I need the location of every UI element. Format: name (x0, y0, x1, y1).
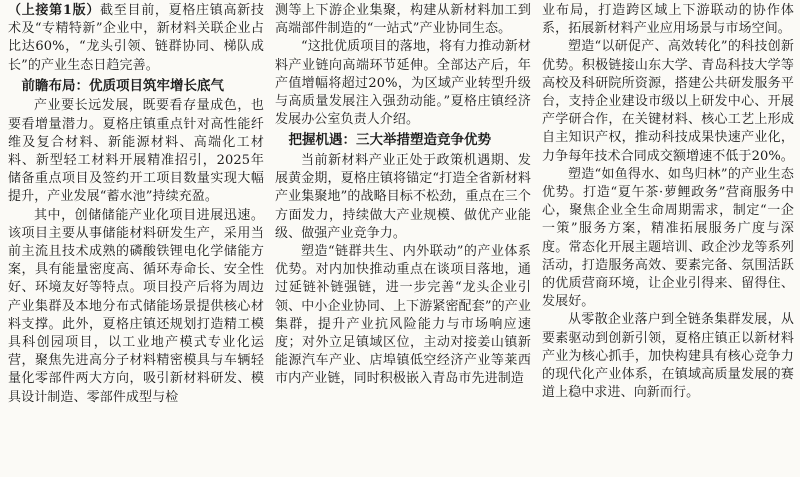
paragraph: 其中，创储储能产业化项目进展迅速。该项目主要从事储能材料研发生产，采用当前主流且技术成熟的磷酸铁锂电化学储能方案，具有能量密度高、循环寿命长、安全性好、环境友好等特点。项目投产后将为周边产业集群及本地分布式储能场景提供核心材料支撑。此外，夏格庄镇还规划打造精工模具科创园项目，以工业地产模式专业化运营，聚焦先进高分子材料精密模具与车辆轻量化零部件两大方向，吸引新材料研发、模具设计制造、零部件成型与检 (8, 207, 264, 405)
column-3 (542, 2, 794, 477)
paragraph: 塑造“以研促产、高效转化”的科技创新优势。积极链接山东大学、青岛科技大学等高校及科研院所资源，搭建公共研发服务平台，支持企业建设市级以上研发中心、开展产学研合作，在关键材料、核心工艺上形成自主知识产权，推动科技成果快速产业化，力争每年技术合同成交额增速不低于20%。 (542, 39, 794, 164)
column-2 (275, 2, 531, 477)
paragraph: 塑造“链群共生、内外联动”的产业体系优势。对内加快推动重点在谈项目落地，通过延链补链强链，进一步完善“龙头企业引领、中小企业协同、上下游紧密配套”的产业集群，提升产业抗风险能力与市场响应速度；对外立足镇域区位，主动对接姜山镇新能源汽车产业、店埠镇低空经济产业等莱西市内产业链，同时积极嵌入青岛市先进制造 (275, 243, 531, 387)
paragraph: 塑造“如鱼得水、如鸟归林”的产业生态优势。打造“夏午茶·萝鲤政务”营商服务中心，聚焦企业全生命周期需求，制定“一企一策”服务方案，精准拓展服务广度与深度。常态化开展主题培训、政企沙龙等系列活动，打造服务高效、要素完备、氛围活跃的优质营商环境，让企业引得来、留得住、发展好。 (542, 166, 794, 310)
paragraph: 测等上下游企业集聚，构建从新材料加工到高端部件制造的“一站式”产业协同生态。 (275, 3, 531, 37)
section-heading-2: 把握机遇：三大举措塑造竞争优势 (288, 132, 491, 149)
paragraph-text: 截至目前，夏格庄镇高新技术及“专精特新”企业中，新材料关联企业占比达60%，“龙头引领、链群协同、梯队成长”的产业生态日趋完善。 (8, 3, 264, 73)
paragraph: 当前新材料产业正处于政策机遇期、发展黄金期，夏格庄镇将锚定“打造全省新材料产业集聚地”的战略目标不松劲，重点在三个方面发力，持续做大产业规模、做优产业能级、做强产业竞争力。 (275, 152, 531, 241)
paragraph: 从零散企业落户到全链条集群发展，从要素驱动到创新引领，夏格庄镇正以新材料产业为核心抓手，加快构建具有核心竞争力的现代化产业体系，在镇域高质量发展的赛道上稳中求进、向新而行。 (542, 312, 794, 401)
paragraph: “这批优质项目的落地，将有力推动新材料产业链向高端环节延伸。全部达产后，年产值增幅将超过20%，为区域产业转型升级与高质量发展注入强劲动能。”夏格庄镇经济发展办公室负责人介绍。 (275, 39, 531, 128)
paragraph (8, 2, 264, 75)
paragraph: 产业要长远发展，既要看存量成色，也要看增量潜力。夏格庄镇重点针对高性能纤维及复合材料、新能源材料、高端化工材料、新型轻工材料开展精准招引，2025年储备重点项目及签约开工项目数量实现大幅提升，产业发展“蓄水池”持续充盈。 (8, 98, 264, 205)
section-heading-1: 前瞻布局：优质项目筑牢增长底气 (21, 77, 224, 94)
paragraph: 业布局，打造跨区域上下游联动的协作体系，拓展新材料产业应用场景与市场空间。 (542, 3, 794, 37)
column-1 (8, 2, 264, 477)
continued-from-label: （上接第1版） (8, 3, 101, 18)
